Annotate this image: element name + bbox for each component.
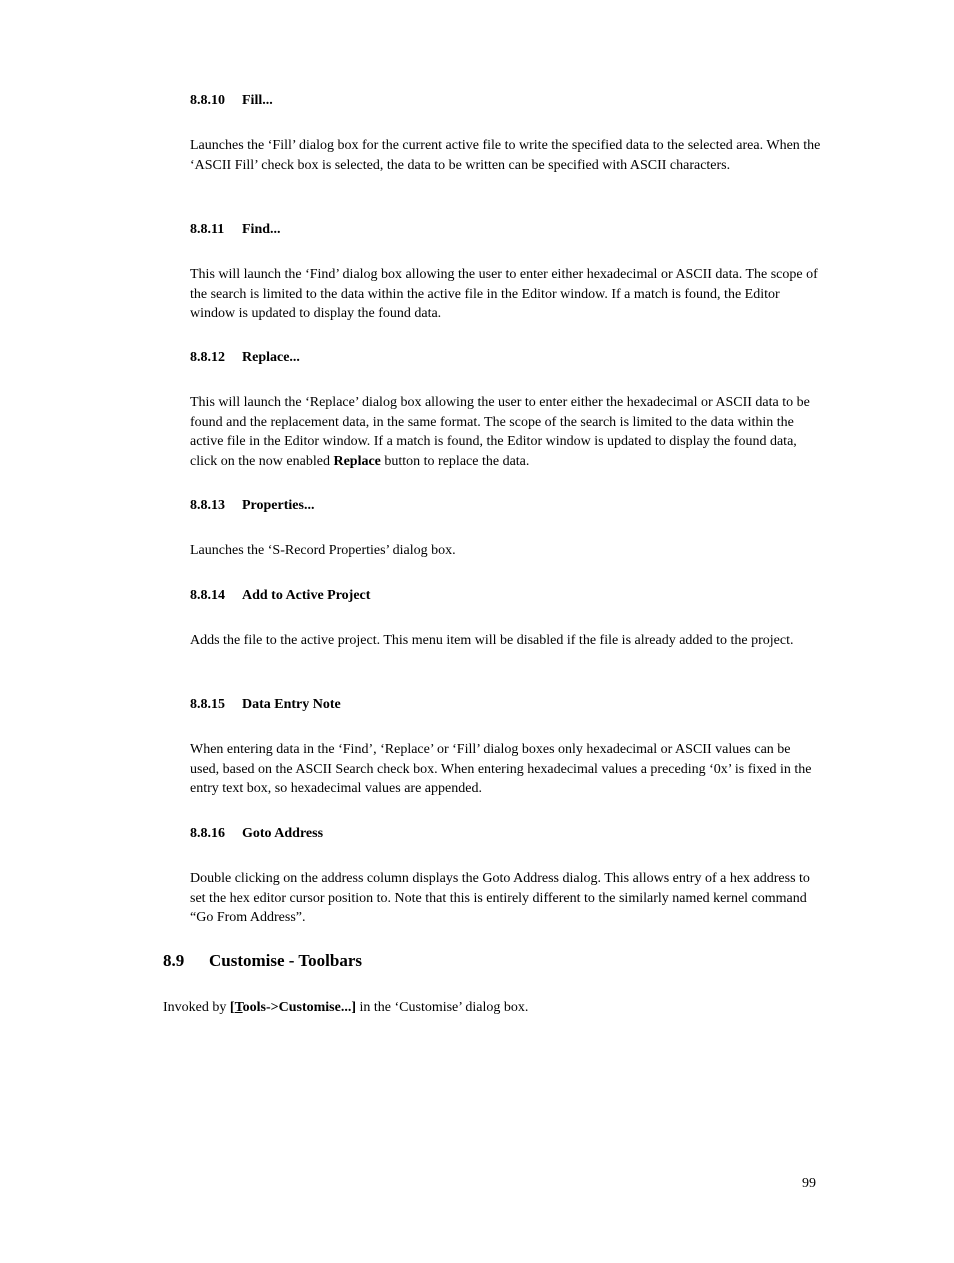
menu-path-tools-customise: [Tools->Customise...] [229, 1000, 356, 1015]
heading-8-8-16: 8.8.16 Goto Address [190, 826, 324, 841]
heading-8-8-11: 8.8.11 Find... [190, 222, 281, 237]
paragraph-find: This will launch the ‘Find’ dialog box allowing the user to enter either hexadecimal or ASCII data. The scope of the search is limited to the data within the active file in the Editor window. If a match is found, the Editor window is updated to display the found data. [190, 267, 818, 321]
paragraph-replace: This will launch the ‘Replace’ dialog box allowing the user to enter either the hexadecimal or ASCII data to be found and the replacement data, in the same format. The scope of the search is limited to the data within the active file in the Editor window. If a match is found, the Editor window is updated to display the found data, click on the now enabled Replace button to replace the data. [190, 395, 810, 469]
paragraph-goto-address: Double clicking on the address column displays the Goto Address dialog. This allows entry of a hex address to set the hex editor cursor position to. Note that this is entirely different to the similarly named kernel command “Go From Address”. [190, 871, 810, 925]
heading-8-9: 8.9 Customise - Toolbars [163, 951, 363, 970]
paragraph-fill: Launches the ‘Fill’ dialog box for the current active file to write the specified data to the selected area. When the ‘ASCII Fill’ check box is selected, the data to be written can be specified with ASCII characters. [190, 138, 821, 173]
heading-8-8-13: 8.8.13 Properties... [190, 498, 315, 513]
heading-8-8-14: 8.8.14 Add to Active Project [190, 588, 371, 603]
paragraph-add-to-project: Adds the file to the active project. This menu item will be disabled if the file is already added to the project. [190, 633, 794, 648]
page-number: 99 [802, 1176, 816, 1191]
paragraph-data-entry-note: When entering data in the ‘Find’, ‘Replace’ or ‘Fill’ dialog boxes only hexadecimal or ASCII values can be used, based on the ASCII Search check box. When entering hexadecimal values a preceding ‘0x’ is fixed in the entry text box, so hexadecimal values are appended. [190, 742, 812, 796]
paragraph-customise-intro: Invoked by [Tools->Customise...] in the ‘Customise’ dialog box. [163, 1000, 529, 1015]
replace-button-reference: Replace [333, 453, 381, 469]
heading-8-8-12: 8.8.12 Replace... [190, 350, 300, 365]
heading-8-8-10: 8.8.10 Fill... [190, 93, 273, 108]
paragraph-properties: Launches the ‘S-Record Properties’ dialog box. [190, 543, 456, 558]
heading-8-8-15: 8.8.15 Data Entry Note [190, 697, 341, 712]
